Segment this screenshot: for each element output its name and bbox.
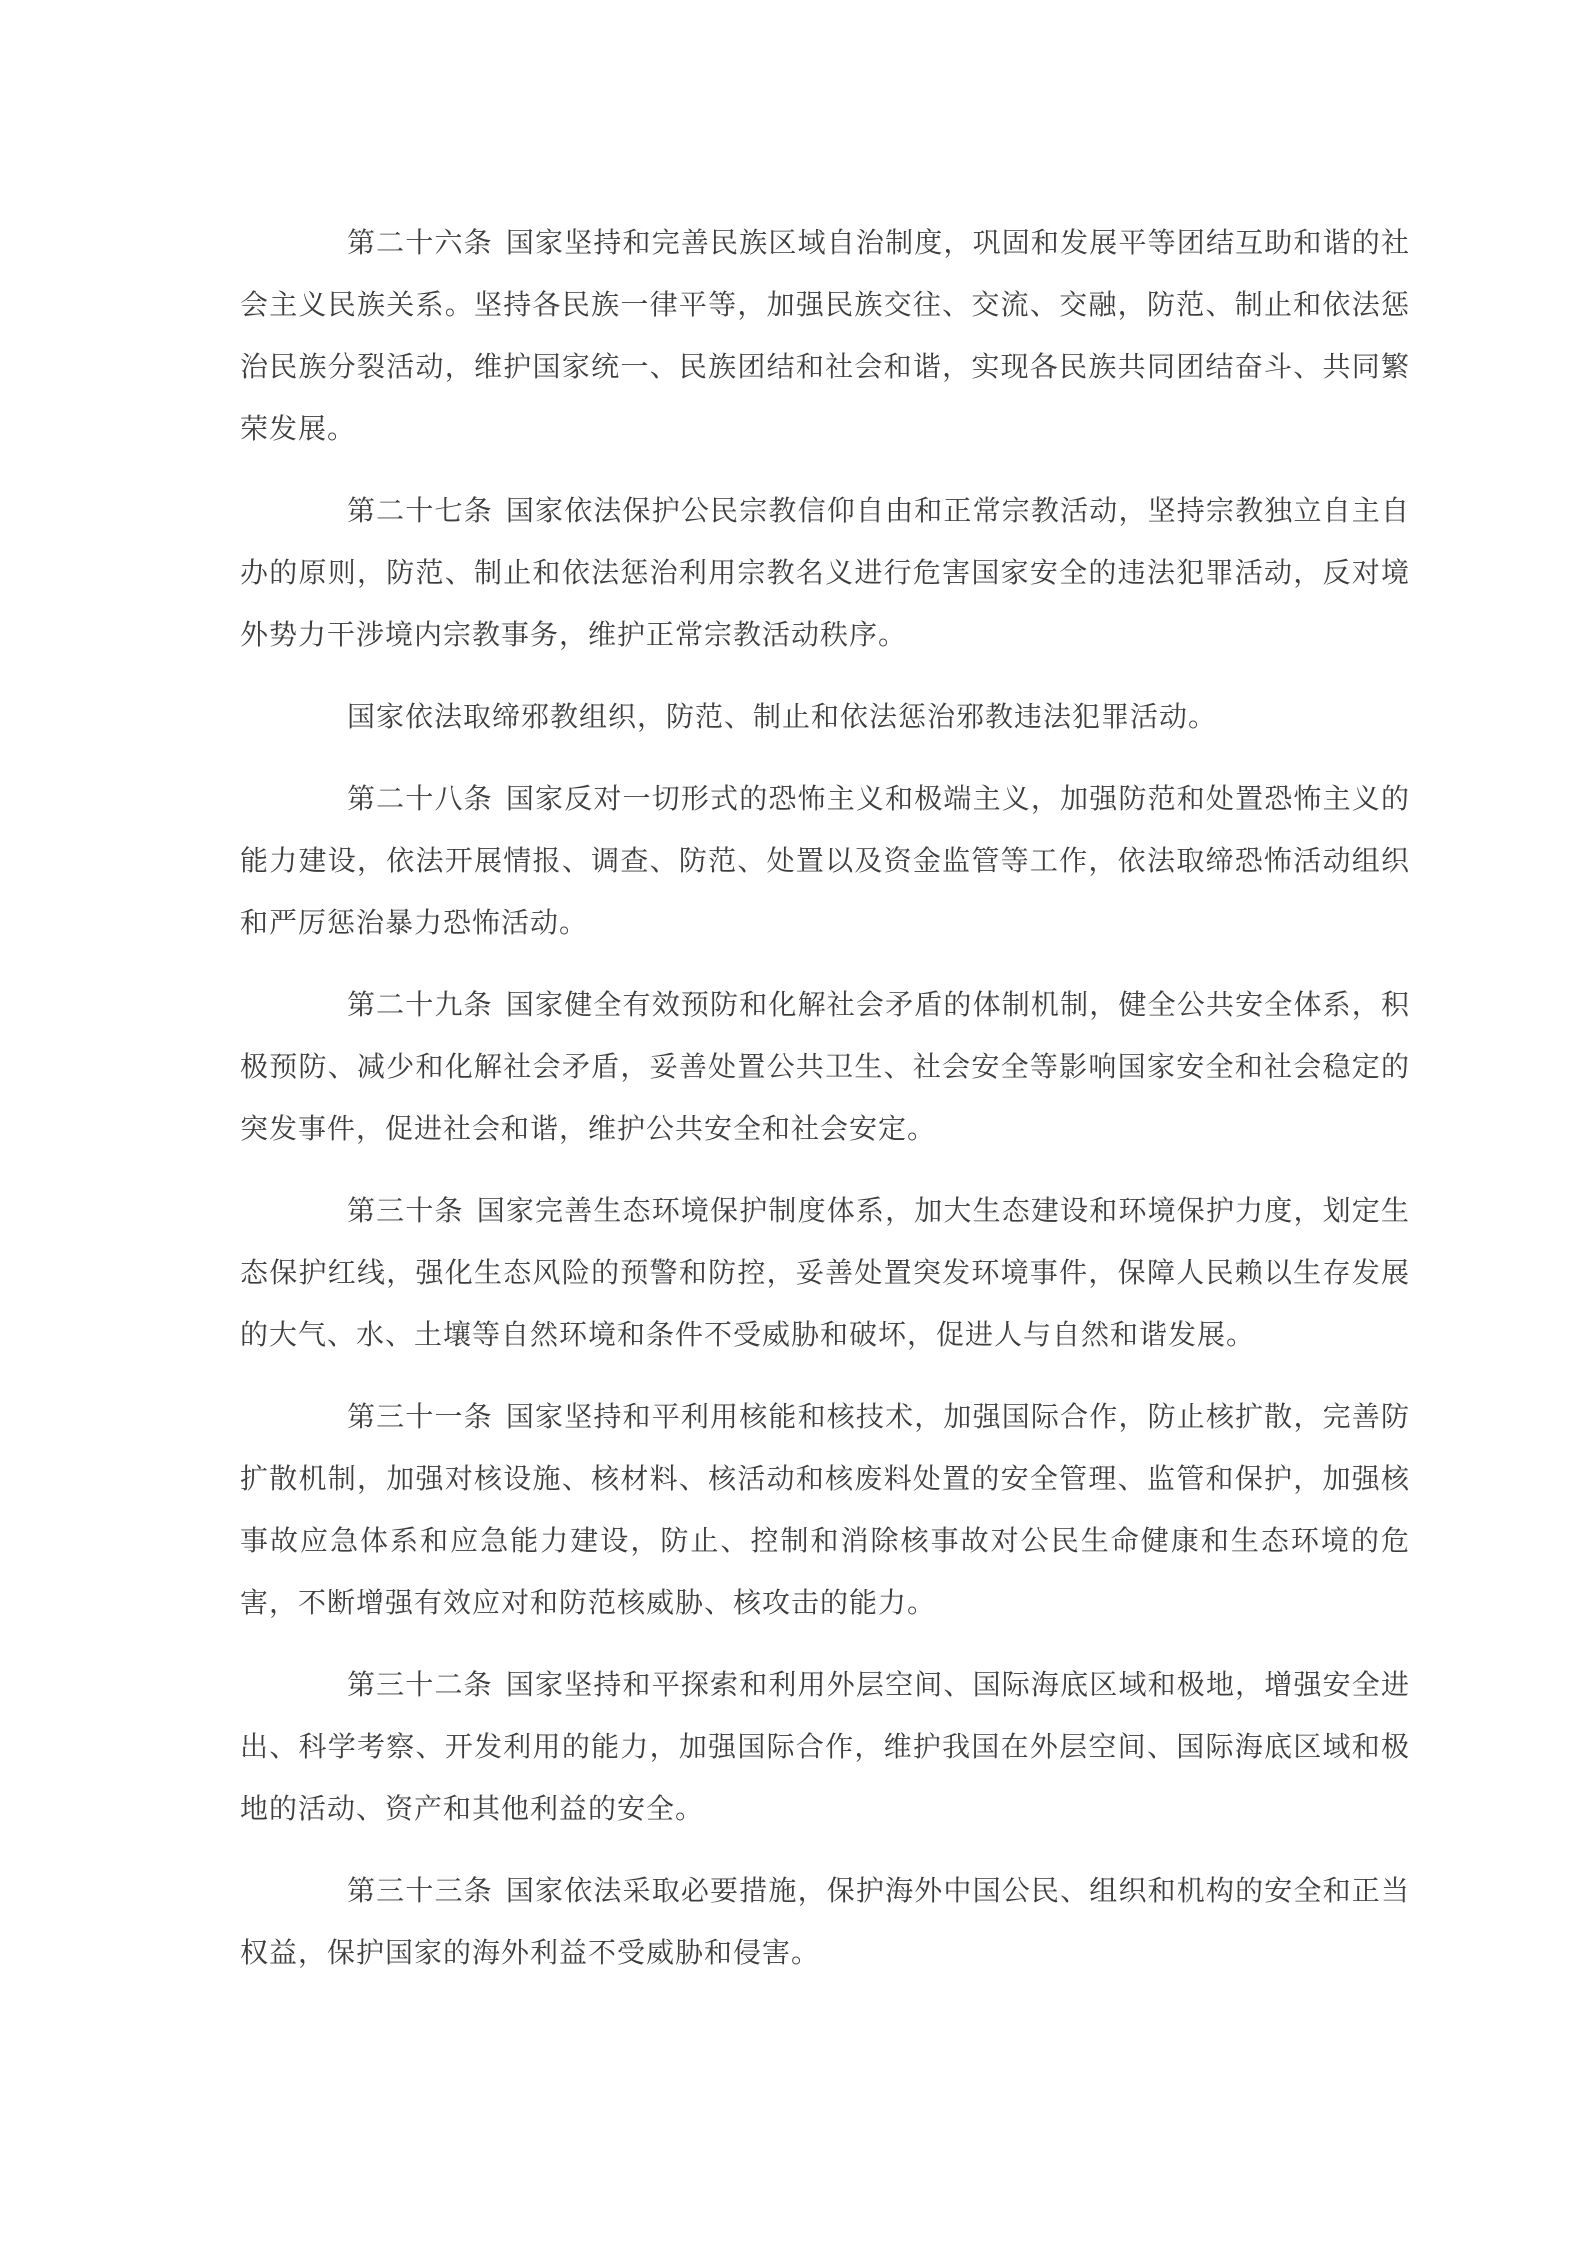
article-number: 第二十八条 [347,782,493,815]
article-number: 第三十二条 [347,1668,493,1701]
paragraph [240,1654,1410,1840]
article-number: 第二十七条 [347,494,493,527]
article-number: 第二十六条 [347,226,493,259]
article-number: 第二十九条 [347,988,493,1021]
paragraph-text: 国家依法取缔邪教组织，防范、制止和依法惩治邪教违法犯罪活动。 [347,700,1218,733]
paragraph-text: 国家依法保护公民宗教信仰自由和正常宗教活动，坚持宗教独立自主自办的原则，防范、制止和依法惩治利用宗教名义进行危害国家安全的违法犯罪活动，反对境外势力干涉境内宗教事务，维护正常宗教活动秩序。 [240,494,1410,651]
paragraph [240,1860,1410,1984]
paragraph-text: 国家坚持和平利用核能和核技术，加强国际合作，防止核扩散，完善防扩散机制，加强对核设施、核材料、核活动和核废料处置的安全管理、监管和保护，加强核事故应急体系和应急能力建设，防止、控制和消除核事故对公民生命健康和生态环境的危害，不断增强有效应对和防范核威胁、核攻击的能力。 [240,1400,1410,1619]
paragraph-text: 国家依法采取必要措施，保护海外中国公民、组织和机构的安全和正当权益，保护国家的海外利益不受威胁和侵害。 [240,1874,1410,1969]
paragraph [240,212,1410,460]
paragraph [240,480,1410,666]
paragraph [240,686,1410,748]
paragraph-text: 国家坚持和完善民族区域自治制度，巩固和发展平等团结互助和谐的社会主义民族关系。坚持各民族一律平等，加强民族交往、交流、交融，防范、制止和依法惩治民族分裂活动，维护国家统一、民族团结和社会和谐，实现各民族共同团结奋斗、共同繁荣发展。 [240,226,1410,445]
paragraph-text: 国家健全有效预防和化解社会矛盾的体制机制，健全公共安全体系，积极预防、减少和化解社会矛盾，妥善处置公共卫生、社会安全等影响国家安全和社会稳定的突发事件，促进社会和谐，维护公共安全和社会安定。 [240,988,1410,1145]
paragraph [240,1386,1410,1634]
paragraph [240,1180,1410,1366]
paragraph [240,768,1410,954]
document-body [240,212,1410,1984]
article-number: 第三十一条 [347,1400,493,1433]
paragraph-text: 国家反对一切形式的恐怖主义和极端主义，加强防范和处置恐怖主义的能力建设，依法开展情报、调查、防范、处置以及资金监管等工作，依法取缔恐怖活动组织和严厉惩治暴力恐怖活动。 [240,782,1410,939]
paragraph-text: 国家完善生态环境保护制度体系，加大生态建设和环境保护力度，划定生态保护红线，强化生态风险的预警和防控，妥善处置突发环境事件，保障人民赖以生存发展的大气、水、土壤等自然环境和条件不受威胁和破坏，促进人与自然和谐发展。 [240,1194,1410,1351]
paragraph [240,974,1410,1160]
article-number: 第三十条 [347,1194,464,1227]
article-number: 第三十三条 [347,1874,493,1907]
paragraph-text: 国家坚持和平探索和利用外层空间、国际海底区域和极地，增强安全进出、科学考察、开发利用的能力，加强国际合作，维护我国在外层空间、国际海底区域和极地的活动、资产和其他利益的安全。 [240,1668,1410,1825]
